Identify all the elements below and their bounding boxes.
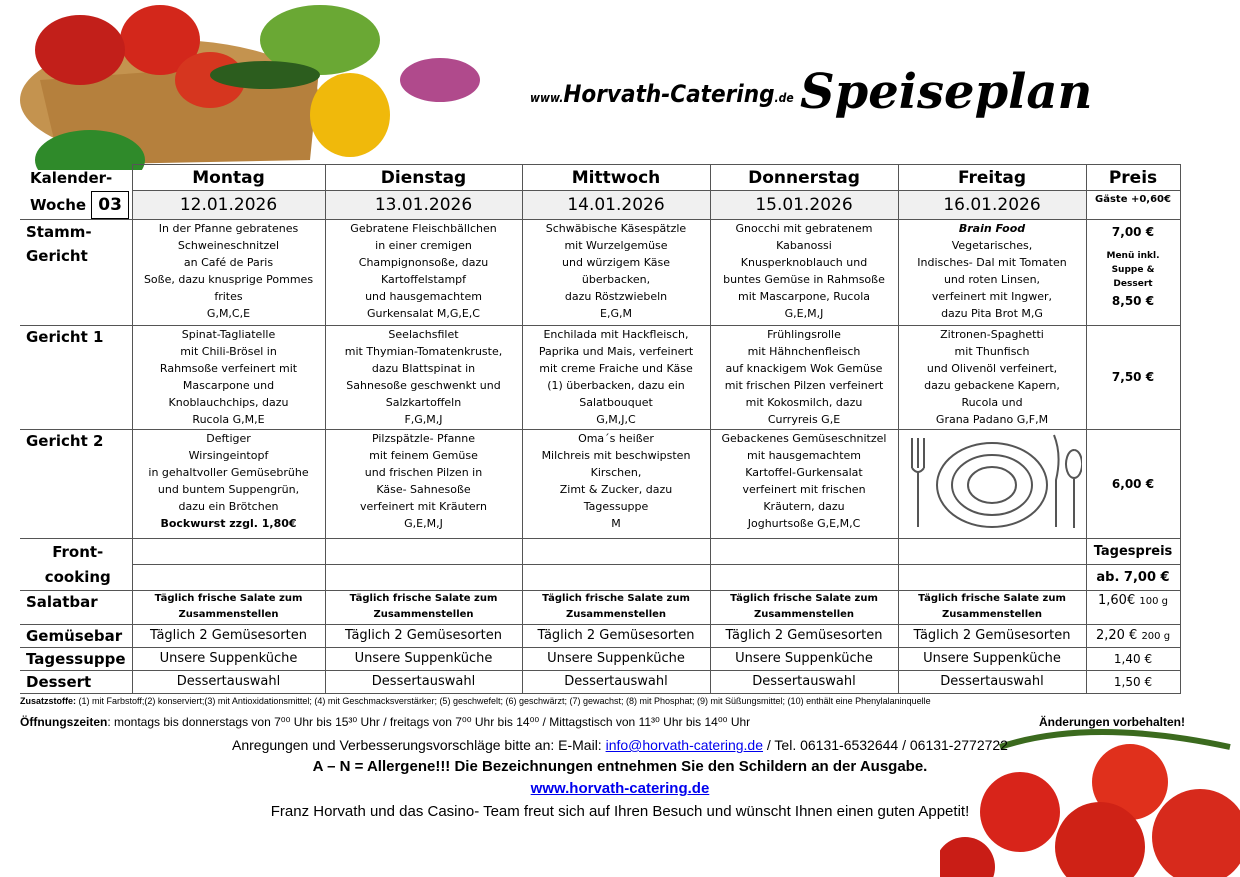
dish-text: Vegetarisches, Indisches- Dal mit Tomaten und roten Linsen, verfeinert mit Ingwer, dazu Pita Brot M,G [917,239,1067,320]
cell: Unsere Suppenküche [325,648,522,671]
row-label: Gemüsebar [20,625,132,648]
price: 2,20 € [1095,627,1138,643]
guest-note: Gäste +0,60€ [1086,191,1180,220]
price-cell [1086,625,1180,648]
dish-cell: Pilzspätzle- Pfanne mit feinem Gemüse und frischen Pilzen in Käse- Sahnesoße verfeinert mit Kräutern G,E,M,J [325,430,522,539]
price-cell: 7,50 € [1086,326,1180,430]
dish-cell: Gebratene Fleischbällchen in einer cremigen Champignonsoße, dazu Kartoffelstampf und hausgemachtem Gurkensalat M,G,E,C [325,220,522,326]
menu-note: Menü inkl. Suppe & Dessert [1106,251,1160,289]
cell: Unsere Suppenküche [522,648,710,671]
feedback-line [0,737,1240,753]
row-label: Gericht 2 [20,430,132,539]
cell: Unsere Suppenküche [132,648,325,671]
price-cell [1086,220,1180,326]
table-row [20,648,1180,671]
price-cell: 1,50 € [1086,671,1180,694]
salad-cell: Täglich frische Salate zum Zusammenstellen [898,591,1086,625]
empty-cell [710,565,898,591]
cell: Unsere Suppenküche [710,648,898,671]
dish-cell: Frühlingsrolle mit Hähnchenfleisch auf knackigem Wok Gemüse mit frischen Pilzen verfeinert mit Kokosmilch, dazu Curryreis G,E [710,326,898,430]
feedback-text: Anregungen und Verbesserungsvorschläge bitte an: E-Mail: [232,737,606,753]
table-row [20,220,1180,326]
allergen-note: A – N = Allergene!!! Die Bezeichnungen entnehmen Sie den Schildern an der Ausgabe. [312,758,928,775]
brand-suffix: .de [774,91,794,105]
table-row [20,625,1180,648]
brand-prefix: www. [530,91,564,105]
row-label: Tagessuppe [20,648,132,671]
empty-cell [325,565,522,591]
cell: Dessertauswahl [898,671,1086,694]
price-header: Preis [1086,165,1180,191]
row-label: Salatbar [20,591,132,625]
date-cell: 16.01.2026 [898,191,1086,220]
additives-label: Zusatzstoffe: [20,696,76,706]
price-cell: ab. 7,00 € [1086,565,1180,591]
price-cell: 1,40 € [1086,648,1180,671]
dish-cell: Seelachsfilet mit Thymian-Tomatenkruste, dazu Blattspinat in Sahnesoße geschwenkt und Salzkartoffeln F,G,M,J [325,326,522,430]
row-label: Front- cooking [20,539,132,591]
additives-text: (1) mit Farbstoff;(2) konserviert;(3) mit Antioxidationsmittel; (4) mit Geschmacksverstärker; (5) geschwefelt; (6) geschwärzt; (7) gewachst; (8) mit Phosphat; (9) mit Süßungsmittel; (10) enthält eine Phenylalaninquelle [78,696,931,706]
empty-cell [898,565,1086,591]
salad-cell: Täglich frische Salate zum Zusammenstellen [710,591,898,625]
dish-cell: In der Pfanne gebratenes Schweineschnitzel an Café de Paris Soße, dazu knusprige Pommes frites G,M,C,E [132,220,325,326]
table-row [20,430,1180,539]
dish-cell: Zitronen-Spaghetti mit Thunfisch und Olivenöl verfeinert, dazu gebackene Kapern, Rucola und Grana Padano G,F,M [898,326,1086,430]
table-row [20,671,1180,694]
day-header: Mittwoch [522,165,710,191]
opening-hours [20,715,750,729]
brand-logo [530,80,794,108]
hours-label: Öffnungszeiten [20,715,108,729]
day-header: Dienstag [325,165,522,191]
dish-cell: Oma´s heißer Milchreis mit beschwipsten Kirschen, Zimt & Zucker, dazu Tagessuppe M [522,430,710,539]
price-cell [1086,591,1180,625]
row-label: Gericht 1 [20,326,132,430]
plate-cell [898,430,1086,539]
empty-cell [132,565,325,591]
menu-price: 8,50 € [1111,294,1155,308]
cell: Täglich 2 Gemüsesorten [132,625,325,648]
dish-text: Deftiger Wirsingeintopf in gehaltvoller Gemüsebrühe und buntem Suppengrün, dazu ein Brötchen [148,432,309,513]
dish-cell: Spinat-Tagliatelle mit Chili-Brösel in Rahmsoße verfeinert mit Mascarpone und Knoblauchchips, dazu Rucola G,M,E [132,326,325,430]
menu-table [20,164,1181,694]
dish-cell [132,430,325,539]
cell: Dessertauswahl [710,671,898,694]
dish-cell: Gnocchi mit gebratenem Kabanossi Knusperknoblauch und buntes Gemüse in Rahmsoße mit Mascarpone, Rucola G,E,M,J [710,220,898,326]
website-link[interactable]: www.horvath-catering.de [530,780,710,797]
cell: Täglich 2 Gemüsesorten [710,625,898,648]
dish-cell: Gebackenes Gemüseschnitzel mit hausgemachtem Kartoffel-Gurkensalat verfeinert mit frischen Kräutern, dazu Joghurtsoße G,E,M,C [710,430,898,539]
price: 7,00 € [1111,225,1155,239]
closing-note: Franz Horvath und das Casino- Team freut sich auf Ihren Besuch und wünscht Ihnen einen guten Appetit! [270,803,970,820]
empty-cell [898,539,1086,565]
phone-text: / Tel. 06131-6532644 / 06131-2772722 [763,737,1008,753]
dish-cell: Enchilada mit Hackfleisch, Paprika und Mais, verfeinert mit creme Fraiche und Käse (1) überbacken, dazu ein Salatbouquet G,M,J,C [522,326,710,430]
brain-food-label: Brain Food [958,222,1026,235]
calendar-week-label [20,165,132,220]
day-header: Freitag [898,165,1086,191]
dish-cell [898,220,1086,326]
date-cell: 14.01.2026 [522,191,710,220]
additives-note [20,696,931,706]
brand-name: Horvath-Catering [563,80,775,108]
unit: 100 g [1139,596,1168,607]
empty-cell [710,539,898,565]
day-header: Montag [132,165,325,191]
hours-text: : montags bis donnerstags von 7⁰⁰ Uhr bis 15³⁰ Uhr / freitags von 7⁰⁰ Uhr bis 14⁰⁰ / Mittagstisch von 11³⁰ Uhr bis 14⁰⁰ Uhr [107,715,751,729]
page-title: Speiseplan [800,64,1093,120]
extra-note: Bockwurst zzgl. 1,80€ [160,517,297,530]
table-row [20,326,1180,430]
website-line [0,780,1240,797]
day-header: Donnerstag [710,165,898,191]
salad-cell: Täglich frische Salate zum Zusammenstellen [325,591,522,625]
table-row [20,591,1180,625]
vegetable-basket-image [20,0,490,170]
salad-cell: Täglich frische Salate zum Zusammenstellen [132,591,325,625]
calendar-week-value: 03 [91,191,129,219]
cell: Dessertauswahl [132,671,325,694]
unit: 200 g [1141,630,1171,642]
row-label: Dessert [20,671,132,694]
row-label: Stamm- Gericht [20,220,132,326]
cell: Täglich 2 Gemüsesorten [522,625,710,648]
cell: Täglich 2 Gemüsesorten [325,625,522,648]
empty-cell [522,539,710,565]
empty-cell [132,539,325,565]
cell: Dessertauswahl [325,671,522,694]
price-cell: 6,00 € [1086,430,1180,539]
date-cell: 15.01.2026 [710,191,898,220]
date-cell: 12.01.2026 [132,191,325,220]
cell: Täglich 2 Gemüsesorten [898,625,1086,648]
changes-note: Änderungen vorbehalten! [1038,715,1185,729]
price-label: Tagespreis [1086,539,1180,565]
dish-cell: Schwäbische Käsespätzle mit Wurzelgemüse und würzigem Käse überbacken, dazu Röstzwiebeln E,G,M [522,220,710,326]
date-cell: 13.01.2026 [325,191,522,220]
plate-cutlery-icon [902,430,1082,530]
kw-label-1: Kalender- [30,168,113,187]
empty-cell [522,565,710,591]
cell: Dessertauswahl [522,671,710,694]
salad-cell: Täglich frische Salate zum Zusammenstellen [522,591,710,625]
empty-cell [325,539,522,565]
kw-label-2: Woche [30,195,87,214]
cell: Unsere Suppenküche [898,648,1086,671]
price: 1,60€ [1098,593,1136,608]
email-link[interactable]: info@horvath-catering.de [605,737,764,753]
